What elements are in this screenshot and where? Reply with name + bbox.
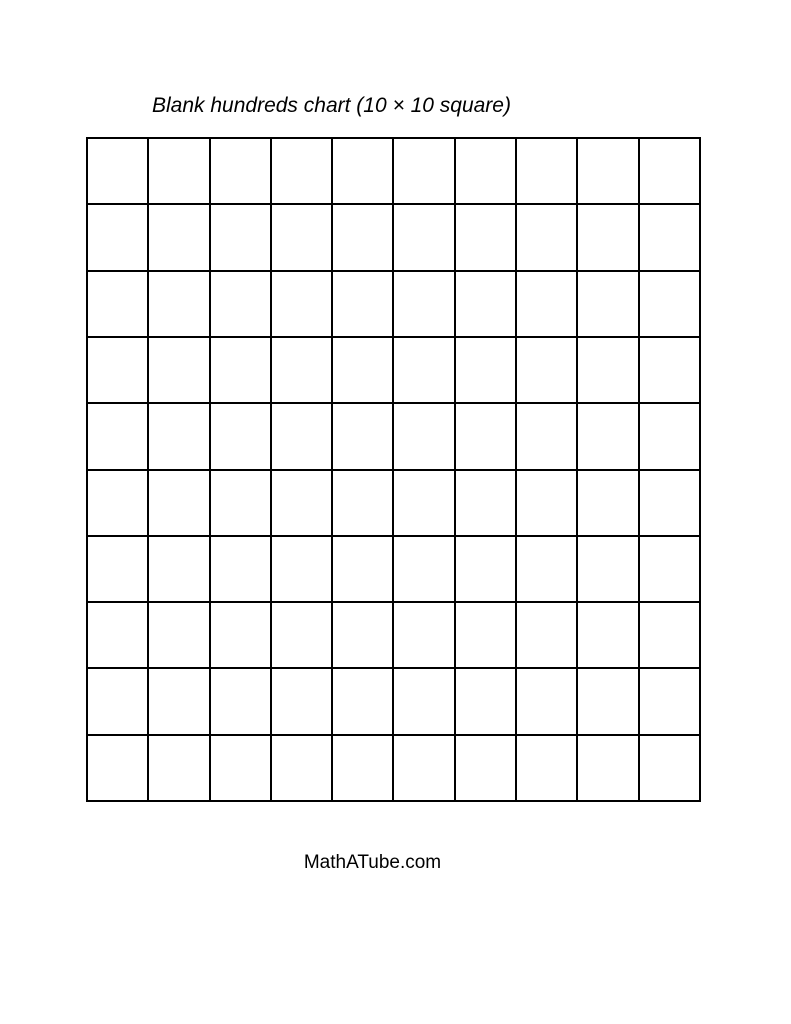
grid-cell	[88, 471, 149, 537]
grid-cell	[578, 669, 639, 735]
grid-cell	[578, 537, 639, 603]
grid-cell	[456, 736, 517, 802]
grid-cell	[640, 471, 701, 537]
grid-cell	[517, 205, 578, 271]
grid-cell	[456, 603, 517, 669]
grid-cell	[211, 139, 272, 205]
grid-cell	[333, 471, 394, 537]
grid-cell	[149, 669, 210, 735]
grid-cell	[456, 471, 517, 537]
grid-cell	[333, 272, 394, 338]
grid-cell	[456, 669, 517, 735]
grid-cell	[456, 537, 517, 603]
grid-cell	[394, 471, 455, 537]
grid-cell	[149, 272, 210, 338]
grid-cell	[211, 404, 272, 470]
grid-cell	[640, 736, 701, 802]
grid-cell	[272, 471, 333, 537]
grid-cell	[456, 272, 517, 338]
grid-cell	[578, 205, 639, 271]
grid-cell	[578, 736, 639, 802]
grid-cell	[149, 404, 210, 470]
grid-cell	[394, 537, 455, 603]
grid-cell	[640, 669, 701, 735]
grid-cell	[456, 139, 517, 205]
grid-cell	[640, 272, 701, 338]
grid-cell	[88, 669, 149, 735]
grid-cell	[88, 338, 149, 404]
grid-cell	[88, 139, 149, 205]
grid-cell	[88, 736, 149, 802]
grid-cell	[211, 338, 272, 404]
grid-cell	[640, 338, 701, 404]
grid-cell	[578, 139, 639, 205]
grid-cell	[272, 603, 333, 669]
grid-cell	[517, 338, 578, 404]
grid-cell	[640, 537, 701, 603]
grid-cell	[578, 272, 639, 338]
grid-cell	[517, 272, 578, 338]
grid-cell	[578, 404, 639, 470]
grid-cell	[394, 139, 455, 205]
grid-cell	[149, 471, 210, 537]
grid-cell	[578, 603, 639, 669]
grid-cell	[394, 669, 455, 735]
grid-cell	[394, 404, 455, 470]
grid-cell	[272, 338, 333, 404]
grid-cell	[640, 139, 701, 205]
grid-cell	[456, 338, 517, 404]
grid-cell	[211, 603, 272, 669]
grid-cell	[333, 537, 394, 603]
grid-cell	[333, 603, 394, 669]
grid-cell	[578, 338, 639, 404]
grid-cell	[272, 404, 333, 470]
grid-cell	[517, 471, 578, 537]
grid-cell	[394, 603, 455, 669]
grid-cell	[333, 338, 394, 404]
grid-cell	[640, 603, 701, 669]
grid-cell	[333, 205, 394, 271]
grid-cell	[517, 404, 578, 470]
site-footer: MathATube.com	[303, 852, 442, 873]
grid-cell	[640, 205, 701, 271]
grid-cell	[272, 669, 333, 735]
grid-cell	[272, 537, 333, 603]
grid-cell	[272, 205, 333, 271]
grid-cell	[394, 272, 455, 338]
grid-cell	[149, 338, 210, 404]
grid-cell	[211, 205, 272, 271]
grid-cell	[211, 272, 272, 338]
grid-cell	[333, 404, 394, 470]
grid-cell	[640, 404, 701, 470]
grid-cell	[272, 272, 333, 338]
grid-cell	[149, 537, 210, 603]
grid-cell	[272, 736, 333, 802]
grid-cell	[517, 603, 578, 669]
grid-cell	[88, 272, 149, 338]
page-title: Blank hundreds chart (10 × 10 square)	[152, 94, 511, 117]
grid-cell	[149, 205, 210, 271]
grid-cell	[149, 603, 210, 669]
grid-cell	[578, 471, 639, 537]
grid-cell	[456, 404, 517, 470]
grid-cell	[272, 139, 333, 205]
grid-cell	[394, 205, 455, 271]
grid-cell	[88, 603, 149, 669]
grid-cell	[456, 205, 517, 271]
grid-cell	[517, 736, 578, 802]
grid-cell	[394, 338, 455, 404]
grid-cell	[211, 736, 272, 802]
grid-cell	[149, 736, 210, 802]
grid-cell	[517, 139, 578, 205]
grid-cell	[88, 205, 149, 271]
grid-cell	[88, 404, 149, 470]
grid-cell	[333, 669, 394, 735]
hundreds-chart-grid	[86, 137, 701, 802]
grid-cell	[394, 736, 455, 802]
grid-cell	[517, 537, 578, 603]
grid-cell	[517, 669, 578, 735]
grid-cell	[88, 537, 149, 603]
grid-cell	[211, 471, 272, 537]
grid-cell	[211, 669, 272, 735]
grid-cell	[149, 139, 210, 205]
grid-cell	[211, 537, 272, 603]
grid-cell	[333, 736, 394, 802]
grid-cell	[333, 139, 394, 205]
